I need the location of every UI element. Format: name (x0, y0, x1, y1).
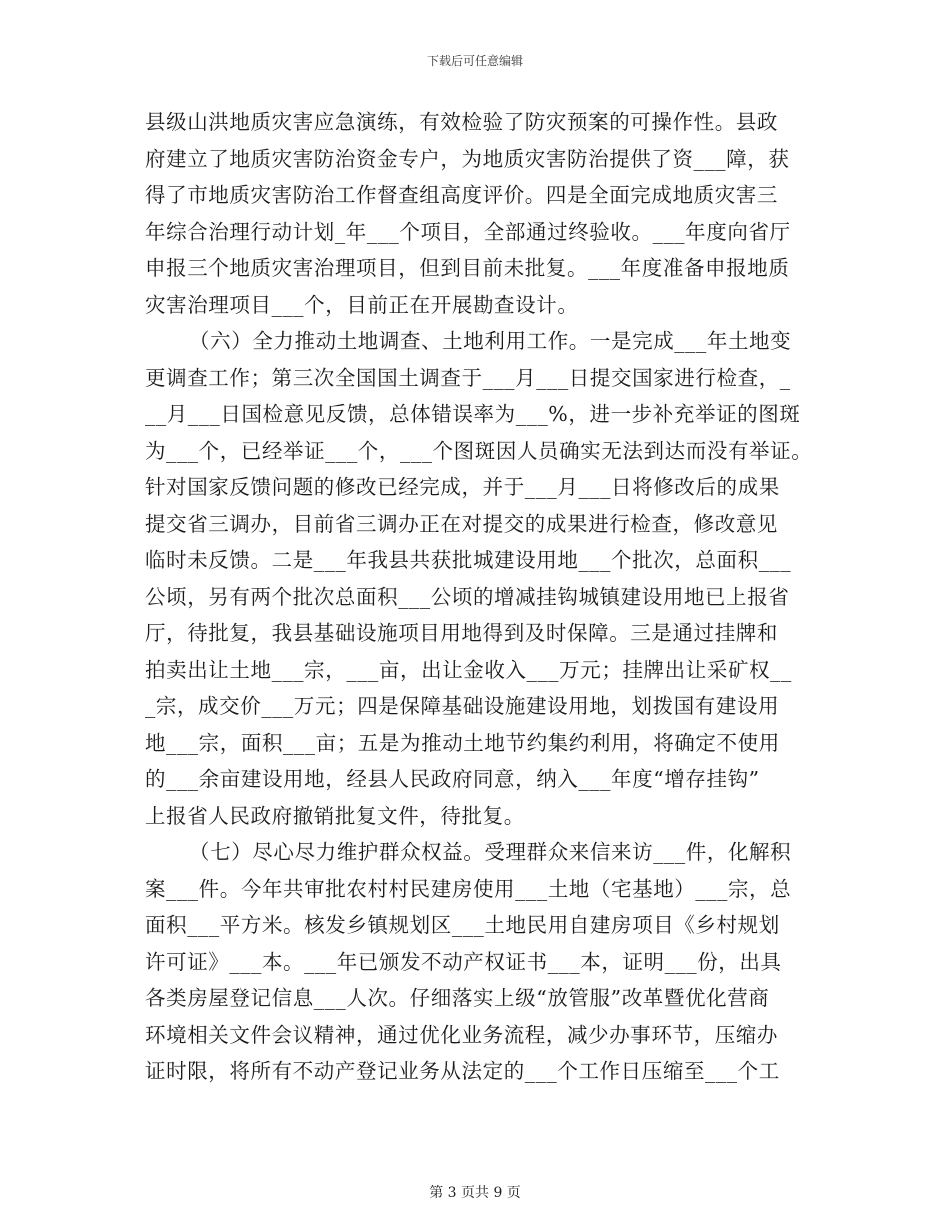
body-line: 得了市地质灾害防治工作督查组高度评价。四是全面完成地质灾害三 (145, 183, 778, 207)
body-line: 面积___平方米。核发乡镇规划区___土地民用自建房项目《乡村规划 (145, 913, 780, 937)
body-line: 提交省三调办，目前省三调办正在对提交的成果进行检查，修改意见 (145, 511, 778, 536)
body-line: 针对国家反馈问题的修改已经完成，并于___月___日将修改后的成果 (145, 475, 780, 499)
body-line: 环境相关文件会议精神，通过优化业务流程，减少办事环节，压缩办 (145, 1022, 778, 1047)
body-line: _宗，成交价___万元；四是保障基础设施建设用地，划拨国有建设用 (145, 694, 780, 718)
body-line: 临时未反馈。二是___年我县共获批城建设用地___个批次，总面积___ (145, 548, 792, 572)
body-line: 案___件。今年共审批农村村民建房使用___土地（宅基地）___宗，总 (145, 876, 792, 901)
body-line: 为___个，已经举证___个，___个图斑因人员确实无法到达而没有举证。 (145, 438, 813, 463)
body-line: 证时限，将所有不动产登记业务从法定的___个工作日压缩至___个工 (145, 1059, 780, 1083)
page-header: 下载后可任意编辑 (426, 54, 523, 68)
body-line: 拍卖出让土地___宗，___亩，出让金收入___万元；挂牌出让采矿权__ (145, 657, 792, 682)
section-seven-first-line: （七）尽心尽力维护群众权益。受理群众来信来访___件，化解积 (189, 840, 792, 864)
body-line: 府建立了地质灾害防治资金专户，为地质灾害防治提供了资___障，获 (145, 146, 790, 171)
body-line: 的___余亩建设用地，经县人民政府同意，纳入___年度“增存挂钩” (145, 767, 760, 791)
body-line: 申报三个地质灾害治理项目，但到目前未批复。___年度准备申报地质 (145, 256, 790, 280)
body-line: 年综合治理行动计划_年___个项目，全部通过终验收。___年度向省厅 (145, 219, 791, 244)
body-line: __月___日国检意见反馈，总体错误率为___%，进一步补充举证的图斑 (145, 402, 801, 426)
body-line: 地___宗，面积___亩；五是为推动土地节约集约利用，将确定不使用 (145, 730, 780, 755)
body-line: 县级山洪地质灾害应急演练，有效检验了防灾预案的可操作性。县政 (145, 110, 778, 134)
body-line: 许可证》___本。___年已颁发不动产权证书___本，证明___份，出具 (145, 949, 782, 974)
section-six-first-line: （六）全力推动土地调查、土地利用工作。一是完成___年土地变 (189, 329, 792, 353)
page-footer: 第 3 页共 9 页 (429, 1185, 521, 1201)
body-line: 公顷，另有两个批次总面积___公顷的增减挂钩城镇建设用地已上报省 (145, 584, 790, 609)
body-line: 灾害治理项目___个，目前正在开展勘查设计。 (145, 292, 579, 317)
document-body (145, 104, 813, 1090)
body-line: 厅，待批复，我县基础设施项目用地得到及时保障。三是通过挂牌和 (145, 621, 778, 645)
body-line: 各类房屋登记信息___人次。仔细落实上级“放管服”改革暨优化营商 (145, 986, 770, 1010)
body-line: 上报省人民政府撤销批复文件，待批复。 (145, 803, 525, 828)
body-line: 更调查工作；第三次全国国土调查于___月___日提交国家进行检查，_ (145, 365, 791, 390)
